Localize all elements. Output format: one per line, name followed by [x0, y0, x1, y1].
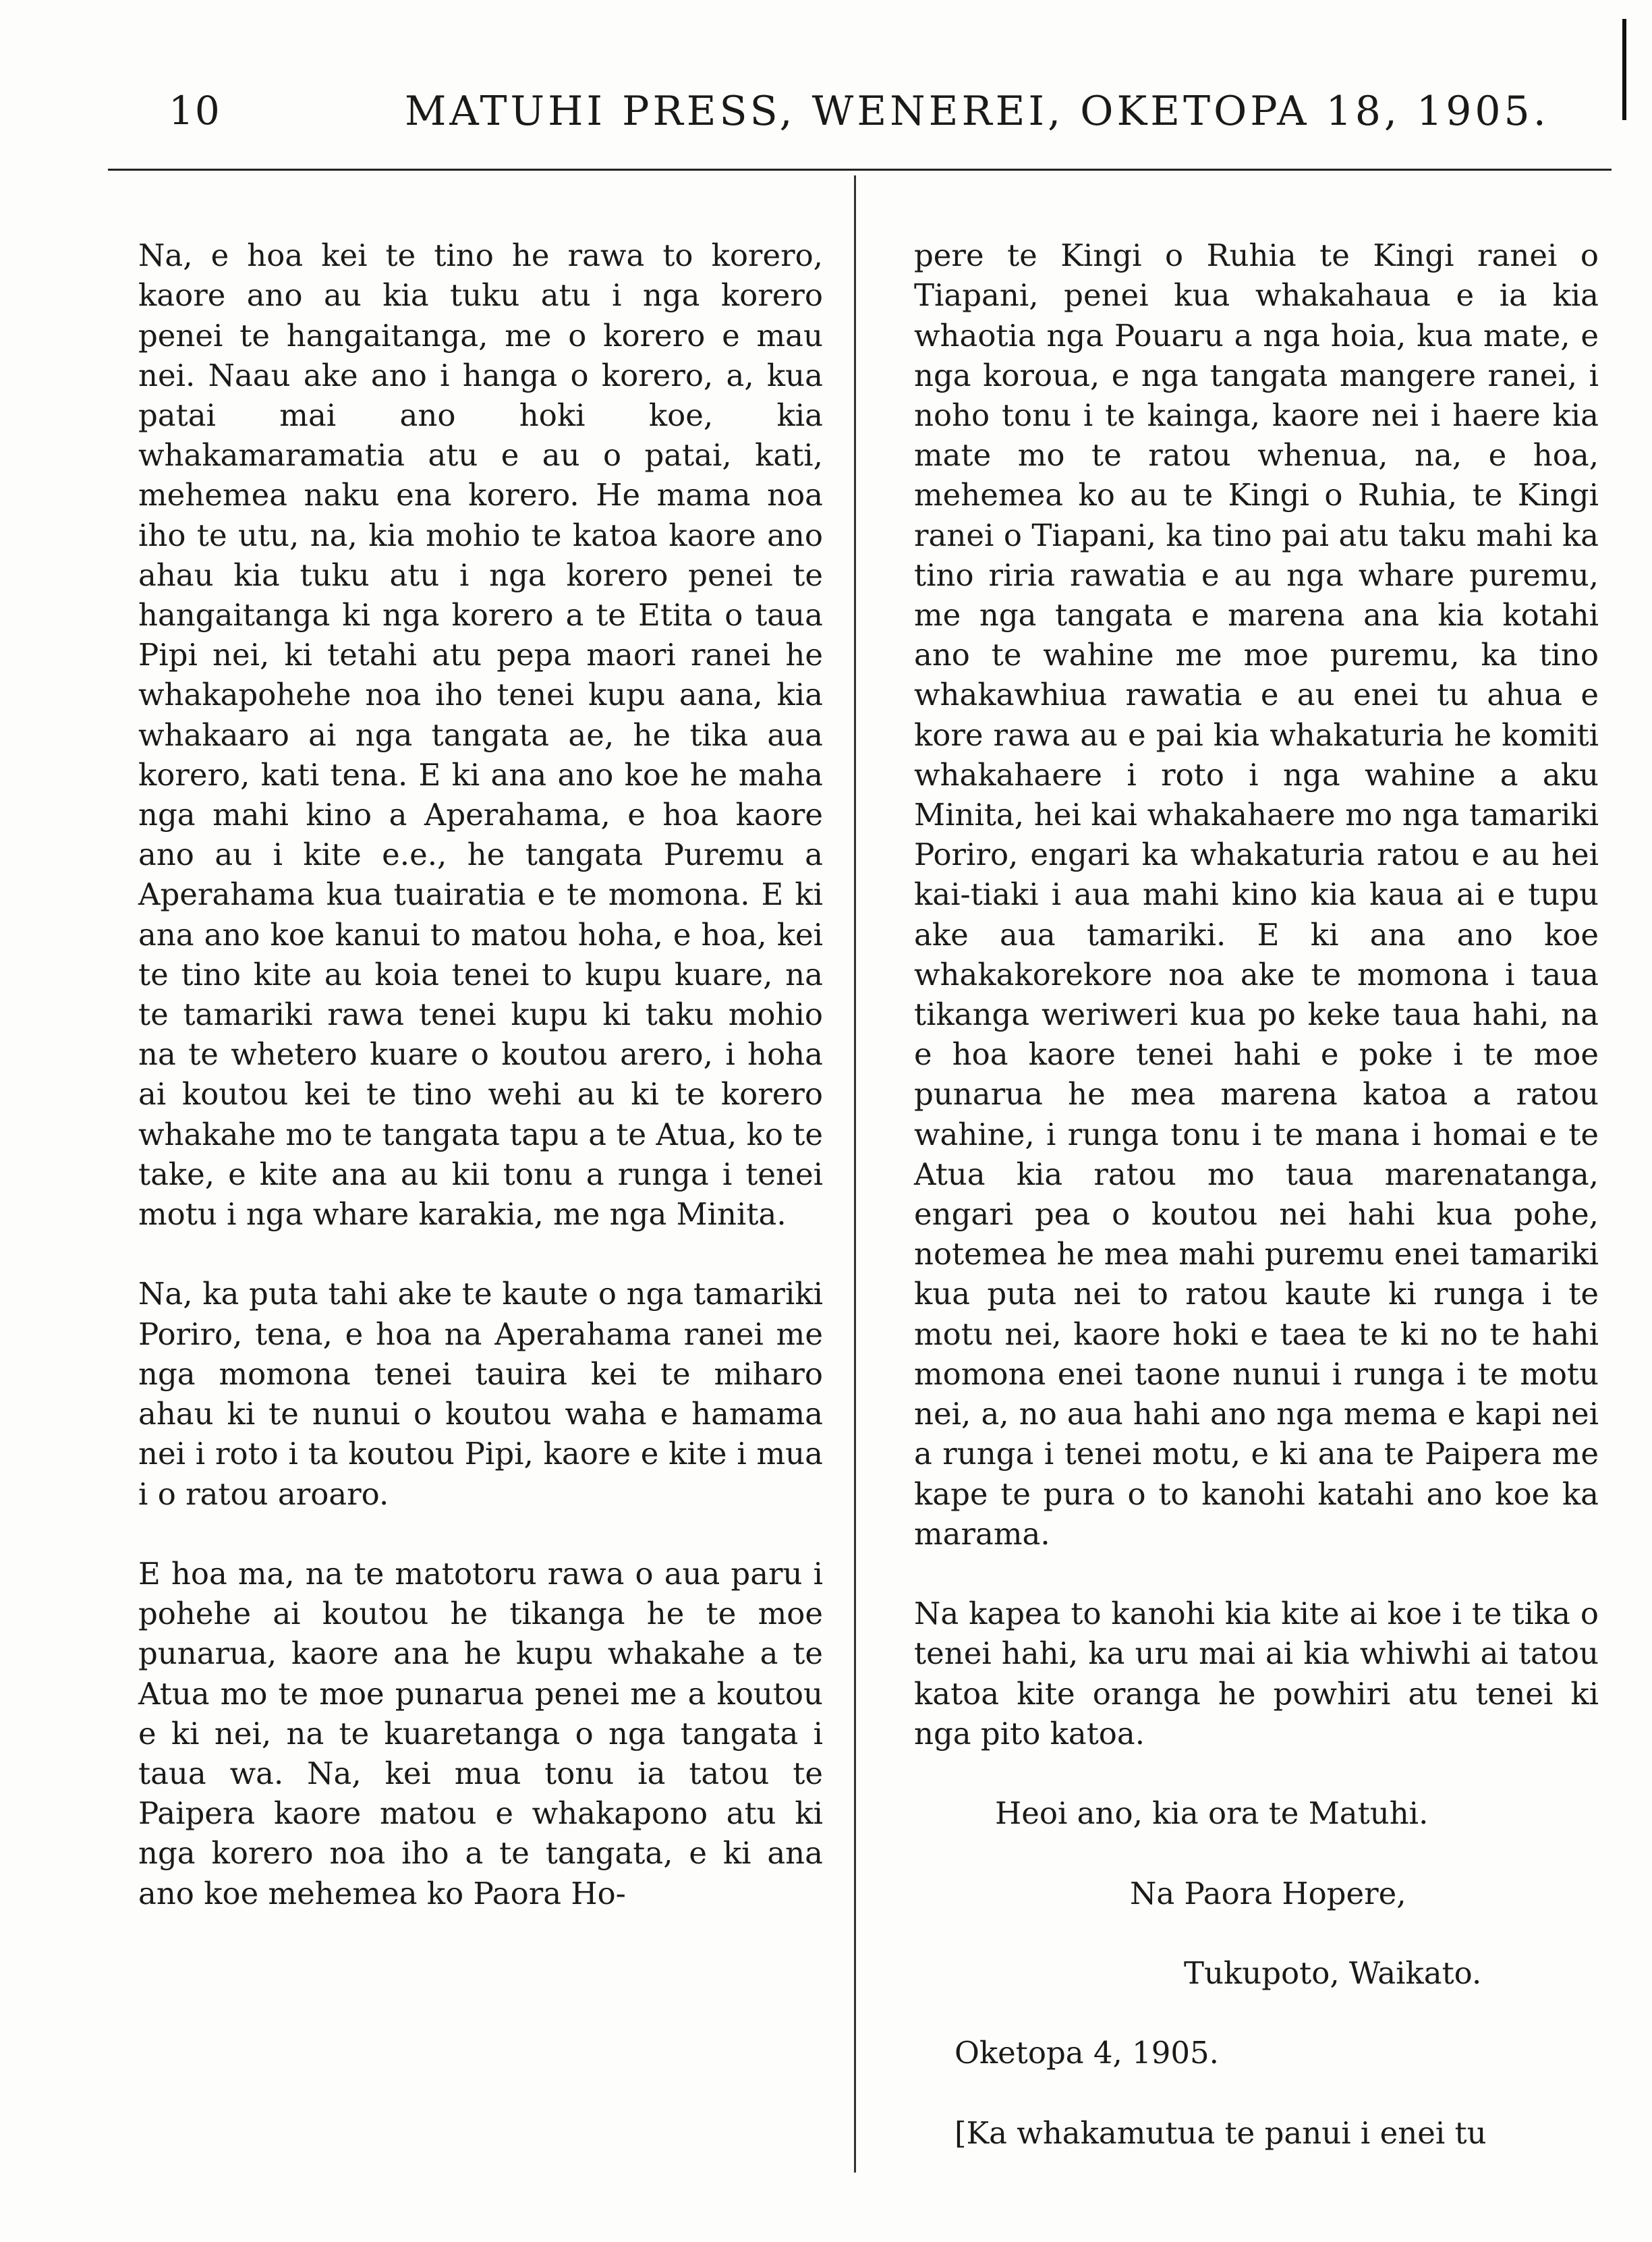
masthead: MATUHI PRESS, WENEREI, OKETOPA 18, 1905. [405, 88, 1549, 135]
right-column [914, 196, 1599, 2193]
page-header [121, 88, 1591, 148]
author-name: Na Paora Hopere, [1130, 1875, 1406, 1911]
closing-line: Heoi ano, kia ora te Matuhi. [995, 1795, 1429, 1832]
left-paragraph-1: Na, e hoa kei te tino he rawa to korero, kaore ano au kia tuku atu i nga korero penei te hangaitanga, me o korero e mau nei. Naau ake ano i hanga o korero, a, kua patai mai ano hoki koe, kia whakamaramatia atu e au o patai, kati, mehemea naku ena korero. He mama noa iho te utu, na, kia mohio te katoa kaore ano ahau kia tuku atu i nga korero penei te hangaitanga ki nga korero a te Etita o taua Pipi nei, ki tetahi atu pepa maori ranei he whakapohehe noa iho tenei kupu aana, kia whakaaro ai nga tangata ae, he tika aua korero, kati tena. E ki ana ano koe he maha nga mahi kino a Aperahama, e hoa kaore ano au i kite e.e., he tangata Puremu a Aperahama kua tuairatia e te momona. E ki ana ano koe kanui to matou hoha, e hoa, kei te tino kite au koia tenei to kupu kuare, na te tamariki rawa tenei kupu ki taku mohio na te whetero kuare o koutou arero, i hoha ai koutou kei te tino wehi au ki te korero whakahe mo te tangata tapu a te Atua, ko te take, e kite ana au kii tonu a runga i tenei motu i nga whare karakia, me nga Minita. [138, 237, 823, 1233]
left-paragraph-3: E hoa ma, na te matotoru rawa o aua paru i pohehe ai koutou he tikanga he te moe punarua, kaore ana he kupu whakahe a te Atua mo te moe punarua penei me a koutou e ki nei, na te kuaretanga o nga tangata i taua wa. Na, kei mua tonu ia tatou te Paipera kaore matou e whakapono atu ki nga korero noa iho a te tangata, e ki ana ano koe mehemea ko Paora Ho- [138, 1555, 823, 1911]
editor-note: [Ka whakamutua te panui i enei tu [955, 2114, 1487, 2151]
right-paragraph-1: pere te Kingi o Ruhia te Kingi ranei o Tiapani, penei kua whakahaua e ia kia whaotia nga Pouaru a nga hoia, kua mate, e nga koroua, e nga tangata mangere ranei, i noho tonu i te kainga, kaore nei i haere kia mate mo te ratou whenua, na, e hoa, mehemea ko au te Kingi o Ruhia, te Kingi ranei o Tiapani, ka tino pai atu taku mahi ka tino riria rawatia e au nga whare puremu, me nga tangata e marena ana kia kotahi ano te wahine me moe puremu, ka tino whakawhiua rawatia e au enei tu ahua e kore rawa au e pai kia whakaturia he komiti whakahaere i roto i nga wahine a aku Minita, hei kai whakahaere mo nga tamariki Poriro, engari ka whakaturia ratou e au hei kai-tiaki i aua mahi kino kia kaua ai e tupu ake aua tamariki. E ki ana ano koe whakakorekore noa ake te momona i taua tikanga weriweri kua po keke taua hahi, na e hoa kaore tenei hahi e poke i te moe punarua he mea marena katoa a ratou wahine, i runga tonu i te mana i homai e te Atua kia ratou mo taua marenatanga, engari pea o koutou nei hahi kua pohe, notemea he mea mahi puremu enei tamariki kua puta nei to ratou kaute ki runga i te motu nei, kaore hoki e taea te ki no te hahi momona enei taone nunui i runga i te motu nei, a, no aua hahi ano nga mema e kapi nei a runga i tenei motu, e ki ana te Paipera me kape te pura o to kanohi katahi ano koe ka marama. [914, 237, 1599, 1552]
letter-date: Oketopa 4, 1905. [955, 2035, 1219, 2071]
left-paragraph-2: Na, ka puta tahi ake te kaute o nga tamariki Poriro, tena, e hoa na Aperahama ranei me nga momona tenei tauira kei te miharo ahau ki te nunui o koutou waha e hamama nei i roto i ta koutou Pipi, kaore e kite i mua i o ratou aroaro. [138, 1276, 823, 1512]
header-rule [108, 169, 1612, 171]
right-paragraph-2: Na kapea to kanohi kia kite ai koe i te tika o tenei hahi, ka uru mai ai kia whiwhi ai tatou katoa kite oranga he powhiri atu tenei ki nga pito katoa. [914, 1596, 1599, 1751]
author-place: Tukupoto, Waikato. [1184, 1955, 1482, 1991]
left-column [138, 196, 823, 1953]
page-edge-mark [1622, 19, 1626, 120]
column-divider [854, 175, 856, 2173]
page-number: 10 [169, 88, 221, 134]
